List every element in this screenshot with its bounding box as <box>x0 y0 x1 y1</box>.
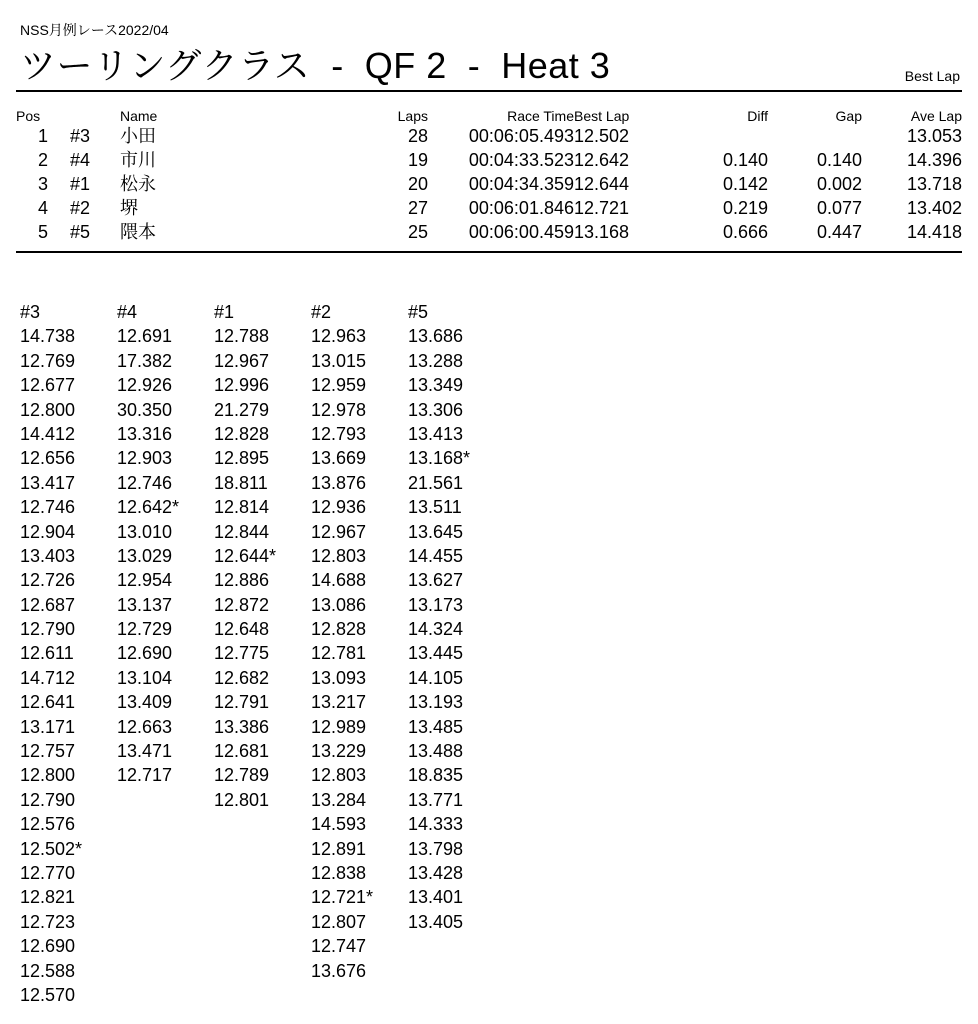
car-number-cell: #4 <box>70 150 91 170</box>
best-lap-cell: 12.502 <box>574 126 630 146</box>
lap-time: 12.803 <box>311 765 367 786</box>
lap-time: 14.105 <box>408 667 464 688</box>
lap-time: 12.746 <box>20 497 76 518</box>
lap-time: 14.412 <box>20 423 76 444</box>
result-row <box>16 196 962 220</box>
lap-time: 12.967 <box>214 350 270 371</box>
lap-time: 12.641 <box>20 692 76 713</box>
lap-time: 12.691 <box>117 326 173 347</box>
lap-time: 12.747 <box>311 936 367 957</box>
laps-cell: 25 <box>407 222 428 242</box>
diff-cell: 0.142 <box>722 174 768 194</box>
race-time-cell: 00:06:05.493 <box>468 126 574 146</box>
lap-time: 13.171 <box>20 716 76 737</box>
driver-name-cell: 小田 <box>120 126 156 146</box>
lap-column <box>408 300 505 1007</box>
pos-cell: 3 <box>37 174 48 194</box>
lap-time: 13.093 <box>311 667 367 688</box>
results-table <box>16 106 962 244</box>
lap-time: 12.800 <box>20 765 76 786</box>
result-row <box>16 172 962 196</box>
lap-time: 13.104 <box>117 667 173 688</box>
lap-column <box>214 300 311 1007</box>
best-lap-cell: 12.644 <box>574 174 630 194</box>
gap-cell: 0.077 <box>816 198 862 218</box>
lap-time: 12.793 <box>311 423 367 444</box>
laps-cell: 19 <box>407 150 428 170</box>
lap-time: 14.455 <box>408 545 464 566</box>
race-time-cell: 00:06:00.459 <box>468 222 574 242</box>
lap-time: 12.770 <box>20 862 76 883</box>
lap-time: 12.788 <box>214 326 270 347</box>
driver-name-cell: 堺 <box>120 198 138 218</box>
lap-time: 13.876 <box>311 472 367 493</box>
lap-time: 12.844 <box>214 521 270 542</box>
header-pos: Pos <box>16 108 41 124</box>
driver-name-cell: 松永 <box>120 174 156 194</box>
lap-time: 12.790 <box>20 619 76 640</box>
lap-column-header: #3 <box>20 302 41 322</box>
laps-cell: 20 <box>407 174 428 194</box>
header-race-time: Race Time <box>507 108 574 124</box>
lap-column <box>20 300 117 1007</box>
lap-time: 13.401 <box>408 887 464 908</box>
ave-lap-cell: 14.396 <box>906 150 962 170</box>
lap-time: 13.288 <box>408 350 464 371</box>
lap-time: 21.279 <box>214 399 270 420</box>
lap-time: 14.333 <box>408 814 464 835</box>
lap-time: 13.428 <box>408 862 464 883</box>
lap-time: 12.656 <box>20 448 76 469</box>
pos-cell: 1 <box>37 126 48 146</box>
lap-time: 12.967 <box>311 521 367 542</box>
lap-time: 12.996 <box>214 375 270 396</box>
car-number-cell: #1 <box>70 174 91 194</box>
lap-column <box>311 300 408 1007</box>
gap-cell: 0.002 <box>816 174 862 194</box>
lap-time: 13.676 <box>311 960 367 981</box>
diff-cell: 0.666 <box>722 222 768 242</box>
diff-cell: 0.140 <box>722 150 768 170</box>
lap-column-header: #2 <box>311 302 332 322</box>
lap-time: 13.229 <box>311 741 367 762</box>
lap-column-header: #4 <box>117 302 138 322</box>
lap-time: 13.771 <box>408 789 464 810</box>
lap-time: 13.645 <box>408 521 464 542</box>
results-body <box>16 124 962 244</box>
lap-time: 13.413 <box>408 423 464 444</box>
lap-time: 13.405 <box>408 911 464 932</box>
lap-time: 13.403 <box>20 545 76 566</box>
lap-time: 12.687 <box>20 594 76 615</box>
lap-time: 13.173 <box>408 594 464 615</box>
best-lap-cell: 12.642 <box>574 150 630 170</box>
lap-time: 12.642* <box>117 497 180 518</box>
lap-time: 12.690 <box>117 643 173 664</box>
lap-time: 12.828 <box>311 619 367 640</box>
lap-time: 12.648 <box>214 619 270 640</box>
ave-lap-cell: 13.053 <box>906 126 962 146</box>
lap-time: 13.168* <box>408 448 471 469</box>
lap-time: 14.324 <box>408 619 464 640</box>
lap-time: 12.936 <box>311 497 367 518</box>
lap-time: 13.471 <box>117 741 173 762</box>
header-divider <box>16 90 962 92</box>
lap-time: 12.663 <box>117 716 173 737</box>
lap-time: 13.485 <box>408 716 464 737</box>
lap-time: 12.895 <box>214 448 270 469</box>
lap-column <box>117 300 214 1007</box>
lap-column-header: #5 <box>408 302 429 322</box>
lap-time: 12.611 <box>20 643 74 664</box>
lap-time: 12.791 <box>214 692 270 713</box>
header-gap: Gap <box>835 108 862 124</box>
lap-time: 12.721* <box>311 887 374 908</box>
lap-time: 13.137 <box>117 594 173 615</box>
lap-time: 12.963 <box>311 326 367 347</box>
lap-time: 30.350 <box>117 399 173 420</box>
ave-lap-cell: 14.418 <box>906 222 962 242</box>
lap-time: 12.717 <box>117 765 173 786</box>
lap-time: 12.729 <box>117 619 173 640</box>
lap-time: 12.682 <box>214 667 270 688</box>
lap-time: 12.814 <box>214 497 270 518</box>
laps-cell: 27 <box>407 198 428 218</box>
race-time-cell: 00:04:34.359 <box>468 174 574 194</box>
race-time-cell: 00:06:01.846 <box>468 198 574 218</box>
best-lap-cell: 12.721 <box>574 198 630 218</box>
car-number-cell: #2 <box>70 198 91 218</box>
lap-time: 17.382 <box>117 350 173 371</box>
lap-time: 13.686 <box>408 326 464 347</box>
lap-time: 13.798 <box>408 838 464 859</box>
lap-time: 13.627 <box>408 570 464 591</box>
lap-time: 21.561 <box>408 472 464 493</box>
lap-time: 12.588 <box>20 960 76 981</box>
lap-time: 13.284 <box>311 789 367 810</box>
ave-lap-cell: 13.718 <box>906 174 962 194</box>
lap-time: 12.677 <box>20 375 76 396</box>
lap-time: 14.712 <box>20 667 76 688</box>
car-number-cell: #3 <box>70 126 91 146</box>
lap-time: 12.926 <box>117 375 173 396</box>
lap-time: 12.723 <box>20 911 76 932</box>
lap-time: 12.872 <box>214 594 270 615</box>
lap-time: 12.570 <box>20 984 76 1005</box>
lap-time: 12.838 <box>311 862 367 883</box>
header-car <box>70 106 120 124</box>
results-divider <box>16 251 962 253</box>
lap-time: 12.828 <box>214 423 270 444</box>
results-header-row <box>16 106 962 124</box>
best-lap-cell: 13.168 <box>574 222 630 242</box>
event-subtitle: NSS月例レース2022/04 <box>20 22 169 38</box>
driver-name-cell: 市川 <box>120 150 156 170</box>
lap-column-header: #1 <box>214 302 235 322</box>
lap-time: 12.644* <box>214 545 277 566</box>
car-number-cell: #5 <box>70 222 91 242</box>
lap-time: 18.835 <box>408 765 464 786</box>
lap-time: 13.409 <box>117 692 173 713</box>
gap-cell: 0.140 <box>816 150 862 170</box>
lap-time: 13.217 <box>311 692 367 713</box>
lap-time: 12.576 <box>20 814 76 835</box>
lap-time: 12.978 <box>311 399 367 420</box>
lap-time: 18.811 <box>214 472 268 493</box>
lap-time: 13.445 <box>408 643 464 664</box>
lap-time: 12.886 <box>214 570 270 591</box>
page-title: ツーリングクラス - QF 2 - Heat 3 <box>20 45 611 86</box>
lap-time: 12.803 <box>311 545 367 566</box>
driver-name-cell: 隈本 <box>120 222 156 242</box>
ave-lap-cell: 13.402 <box>906 198 962 218</box>
pos-cell: 4 <box>37 198 48 218</box>
laps-cell: 28 <box>407 126 428 146</box>
lap-time: 13.417 <box>20 472 76 493</box>
lap-time: 13.511 <box>408 497 462 518</box>
diff-cell: 0.219 <box>722 198 768 218</box>
lap-time: 13.669 <box>311 448 367 469</box>
lap-time: 12.891 <box>311 838 367 859</box>
lap-time: 12.903 <box>117 448 173 469</box>
lap-time: 12.769 <box>20 350 76 371</box>
gap-cell <box>768 124 862 148</box>
header-diff: Diff <box>747 108 768 124</box>
lap-time: 13.029 <box>117 545 173 566</box>
pos-cell: 2 <box>37 150 48 170</box>
lap-time: 12.690 <box>20 936 76 957</box>
result-row <box>16 220 962 244</box>
lap-times-grid <box>20 300 505 1007</box>
header-laps: Laps <box>397 108 428 124</box>
lap-time: 14.688 <box>311 570 367 591</box>
lap-time: 12.681 <box>214 741 270 762</box>
race-time-cell: 00:04:33.523 <box>468 150 574 170</box>
lap-time: 12.904 <box>20 521 76 542</box>
lap-time: 13.316 <box>117 423 173 444</box>
lap-time: 12.757 <box>20 741 76 762</box>
lap-time: 12.789 <box>214 765 270 786</box>
best-lap-label: Best Lap <box>904 68 960 84</box>
lap-time: 13.015 <box>311 350 367 371</box>
result-row <box>16 124 962 148</box>
lap-time: 12.801 <box>214 789 270 810</box>
lap-time: 13.386 <box>214 716 270 737</box>
lap-time: 13.086 <box>311 594 367 615</box>
lap-time: 12.790 <box>20 789 76 810</box>
lap-time: 12.989 <box>311 716 367 737</box>
lap-time: 12.821 <box>20 887 76 908</box>
lap-time: 12.959 <box>311 375 367 396</box>
lap-time: 13.193 <box>408 692 464 713</box>
lap-time: 12.781 <box>311 643 367 664</box>
diff-cell <box>670 124 768 148</box>
header-ave-lap: Ave Lap <box>910 108 962 124</box>
gap-cell: 0.447 <box>816 222 862 242</box>
lap-time: 12.775 <box>214 643 270 664</box>
lap-time: 13.349 <box>408 375 464 396</box>
lap-time: 12.807 <box>311 911 367 932</box>
lap-time: 13.010 <box>117 521 173 542</box>
lap-time: 12.502* <box>20 838 83 859</box>
lap-time: 14.593 <box>311 814 367 835</box>
lap-time: 14.738 <box>20 326 76 347</box>
lap-time: 13.306 <box>408 399 464 420</box>
lap-time: 12.726 <box>20 570 76 591</box>
lap-time: 13.488 <box>408 741 464 762</box>
lap-time: 12.954 <box>117 570 173 591</box>
header-name: Name <box>120 108 158 124</box>
header-best-lap: Best Lap <box>574 108 630 124</box>
result-row <box>16 148 962 172</box>
lap-time: 12.800 <box>20 399 76 420</box>
pos-cell: 5 <box>37 222 48 242</box>
lap-time: 12.746 <box>117 472 173 493</box>
